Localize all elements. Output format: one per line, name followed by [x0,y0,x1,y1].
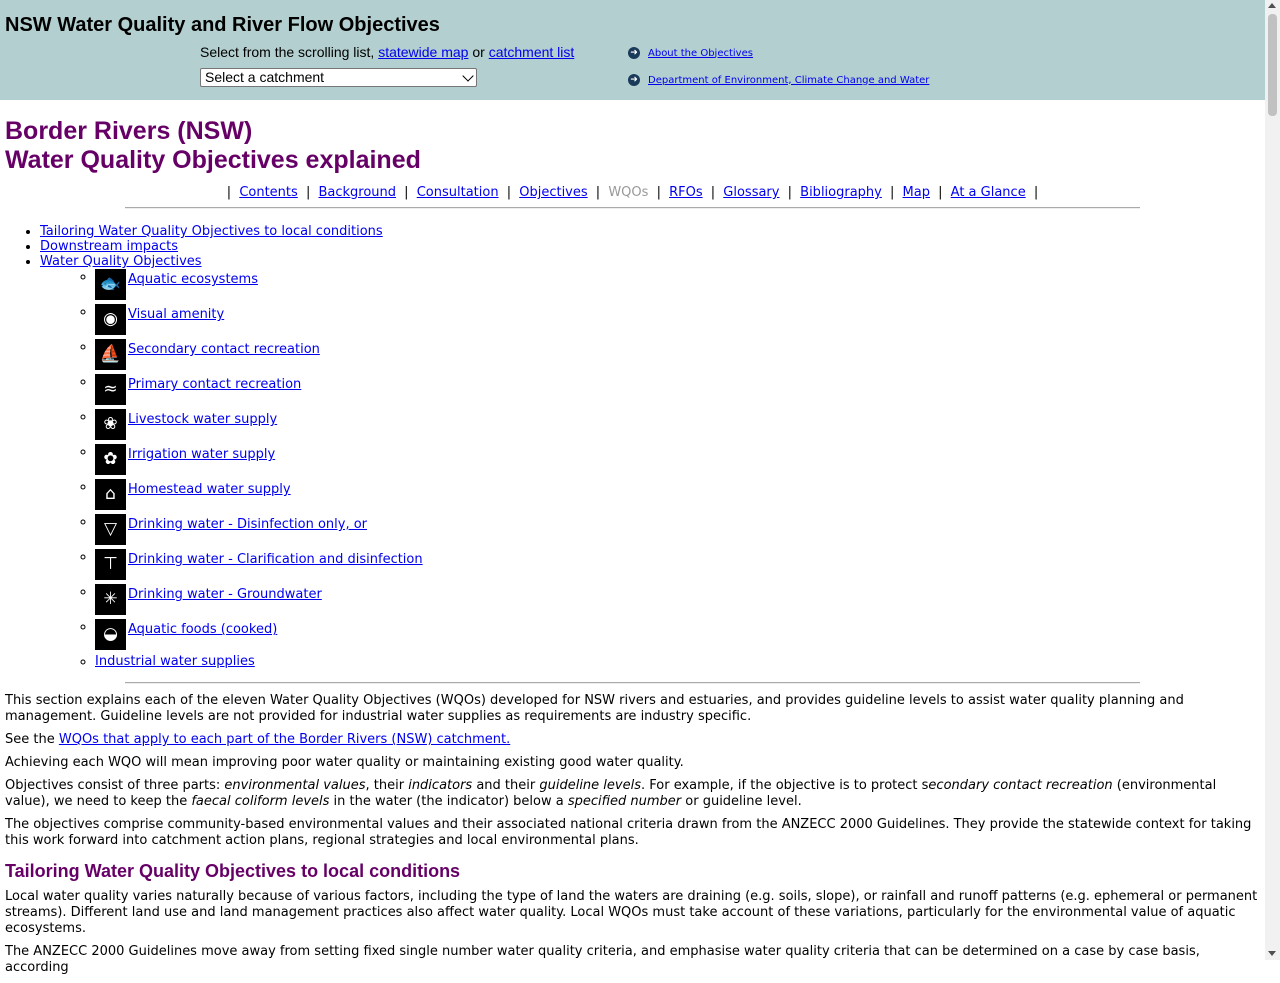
nav-background[interactable]: Background [318,185,397,200]
nav-separator: | [226,185,232,200]
fish-icon: 🐟 [95,269,126,300]
page-title-line1: Border Rivers (NSW) [5,117,253,145]
section-heading-tailoring: Tailoring Water Quality Objectives to local conditions [5,861,461,881]
text-segment: in the water (the indicator) below a [329,794,568,809]
toc-item [40,224,423,239]
site-title: NSW Water Quality and River Flow Objectives [5,14,440,36]
swimmer-icon: ≈ [95,374,126,405]
shell-icon: ◒ [95,619,126,650]
text-segment: and their [472,778,540,793]
nav-separator: | [404,185,409,200]
prompt-text: Select from the scrolling list, [200,44,375,60]
wqo-primary-contact-link[interactable]: Primary contact recreation [128,377,302,392]
nav-separator: | [656,185,661,200]
scroll-up-icon[interactable] [1268,3,1276,8]
wqo-item [95,479,423,514]
page-title-line2: Water Quality Objectives explained [5,146,421,174]
wqos-catchment-link[interactable]: WQOs that apply to each part of the Border Rivers (NSW) catchment. [58,732,511,747]
anzecc-paragraph: The ANZECC 2000 Guidelines move away from setting fixed single number water quality criteria, and emphasise water quality criteria that can be determined on a case by case basis, according [5,944,1200,975]
divider [125,207,1140,209]
see-paragraph [5,732,1260,748]
arrow-circle-icon: ➜ [628,47,640,59]
text-segment: , their [365,778,409,793]
toc-item [40,239,423,254]
nav-consultation[interactable]: Consultation [416,185,499,200]
catchment-list-link[interactable]: catchment list [488,44,575,60]
nav-at-a-glance[interactable]: At a Glance [950,185,1026,200]
nav-separator: | [938,185,943,200]
text-emphasis: specified number [567,794,682,809]
wqo-livestock-link[interactable]: Livestock water supply [128,412,278,427]
text-segment: (environmental value), we need to keep the [5,778,1217,809]
see-prefix: See the [5,732,59,747]
wqo-item [95,444,423,479]
windmill-icon: ✳ [95,584,126,615]
nav-separator: | [890,185,895,200]
wqo-item [95,654,423,669]
wqo-drinking-groundwater-link[interactable]: Drinking water - Groundwater [128,587,322,602]
nav-separator: | [710,185,716,200]
wqo-item [95,269,423,304]
nav-separator: | [506,185,512,200]
nav-separator: | [787,185,793,200]
wqo-item [95,339,423,374]
wqo-aquatic-foods-link[interactable]: Aquatic foods (cooked) [128,622,278,637]
text-segment: Objectives consist of three parts: [5,778,225,793]
site-header [0,0,1265,100]
catchment-select[interactable] [200,68,477,87]
nav-rfos[interactable]: RFOs [669,185,703,200]
text-emphasis: guideline levels [539,778,641,793]
section-nav [0,185,1265,200]
text-emphasis: indicators [408,778,473,793]
toc-downstream-link[interactable]: Downstream impacts [40,239,179,254]
text-emphasis: econdary contact recreation [928,778,1113,793]
wqo-item [95,304,423,339]
toc-item [40,254,423,669]
nav-map[interactable]: Map [902,185,930,200]
catchment-select-value: Select a catchment [205,69,325,85]
about-objectives-link[interactable]: About the Objectives [648,47,753,59]
wqo-item [95,584,423,619]
wqo-item [95,514,423,549]
eye-icon: ◉ [95,304,126,335]
wqo-homestead-link[interactable]: Homestead water supply [128,482,291,497]
wqo-secondary-contact-link[interactable]: Secondary contact recreation [128,342,320,357]
text-emphasis: environmental values [224,778,366,793]
vertical-scrollbar[interactable] [1265,0,1280,960]
achieving-paragraph: Achieving each WQO will mean improving poor water quality or maintaining existing good water quality. [5,755,684,770]
wqo-item [95,374,423,409]
crops-icon: ✿ [95,444,126,475]
text-segment: . For example, if the objective is to protect s [641,778,929,793]
wqo-list [40,269,423,669]
nav-bibliography[interactable]: Bibliography [800,185,882,200]
bucket-icon: ▽ [95,514,126,545]
wqo-visual-amenity-link[interactable]: Visual amenity [128,307,225,322]
objectives-parts-paragraph [5,778,1260,810]
wqo-item [95,619,423,654]
nav-separator: | [595,185,601,200]
nav-glossary[interactable]: Glossary [723,185,780,200]
wqo-drinking-clarification-link[interactable]: Drinking water - Clarification and disinfection [128,552,423,567]
or-text: or [472,44,485,60]
table-of-contents [0,224,423,669]
chevron-down-icon [462,70,473,81]
statewide-map-link[interactable]: statewide map [378,44,469,60]
scrollbar-thumb[interactable] [1268,14,1277,116]
wqo-item [95,409,423,444]
nav-separator: | [305,185,311,200]
about-objectives-row [628,47,753,59]
sailboat-icon: ⛵ [95,339,126,370]
local-quality-paragraph: Local water quality varies naturally because of various factors, including the type of land the waters are draining (e.g. soils, slope), or rainfall and runoff patterns (e.g. ephemeral or permanent streams). Different land use and land management practices also affect water quality. Local WQOs must take account of these variations, particularly for the environmental value of aquatic ecosystems. [5,889,1258,936]
tap-icon: ⊤ [95,549,126,580]
scroll-down-icon[interactable] [1268,951,1276,956]
nav-wqos-current: WQOs [608,185,649,200]
divider [125,682,1140,684]
nav-contents[interactable]: Contents [239,185,298,200]
livestock-icon: ❀ [95,409,126,440]
nav-separator: | [1033,185,1039,200]
wqo-aquatic-ecosystems-link[interactable]: Aquatic ecosystems [128,272,258,287]
comprise-paragraph: The objectives comprise community-based environmental values and their associated national criteria drawn from the ANZECC 2000 Guidelines. They provide the statewide context for taking this work forward into catchment action plans, regional strategies and local environmental plans. [5,817,1252,848]
page-title [5,117,421,175]
text-segment: or guideline level. [681,794,802,809]
toc-tailoring-link[interactable]: Tailoring Water Quality Objectives to local conditions [40,224,383,239]
wqo-drinking-disinfection-link[interactable]: Drinking water - Disinfection only, or [128,517,368,532]
department-link[interactable]: Department of Environment, Climate Change and Water [648,74,930,86]
department-row [628,74,929,86]
catchment-prompt [200,44,574,60]
wqo-irrigation-link[interactable]: Irrigation water supply [128,447,276,462]
toc-wqo-link[interactable]: Water Quality Objectives [40,254,202,269]
wqo-item [95,549,423,584]
main-content [5,693,1260,983]
text-emphasis: faecal coliform levels [191,794,330,809]
homestead-icon: ⌂ [95,479,126,510]
arrow-circle-icon: ➜ [628,74,640,86]
nav-objectives[interactable]: Objectives [519,185,588,200]
intro-paragraph: This section explains each of the eleven Water Quality Objectives (WQOs) developed for NSW rivers and estuaries, and provides guideline levels to assist water quality planning and management. Guideline levels are not provided for industrial water supplies as requirements are industry specific. [5,693,1184,724]
wqo-industrial-link[interactable]: Industrial water supplies [95,654,255,669]
